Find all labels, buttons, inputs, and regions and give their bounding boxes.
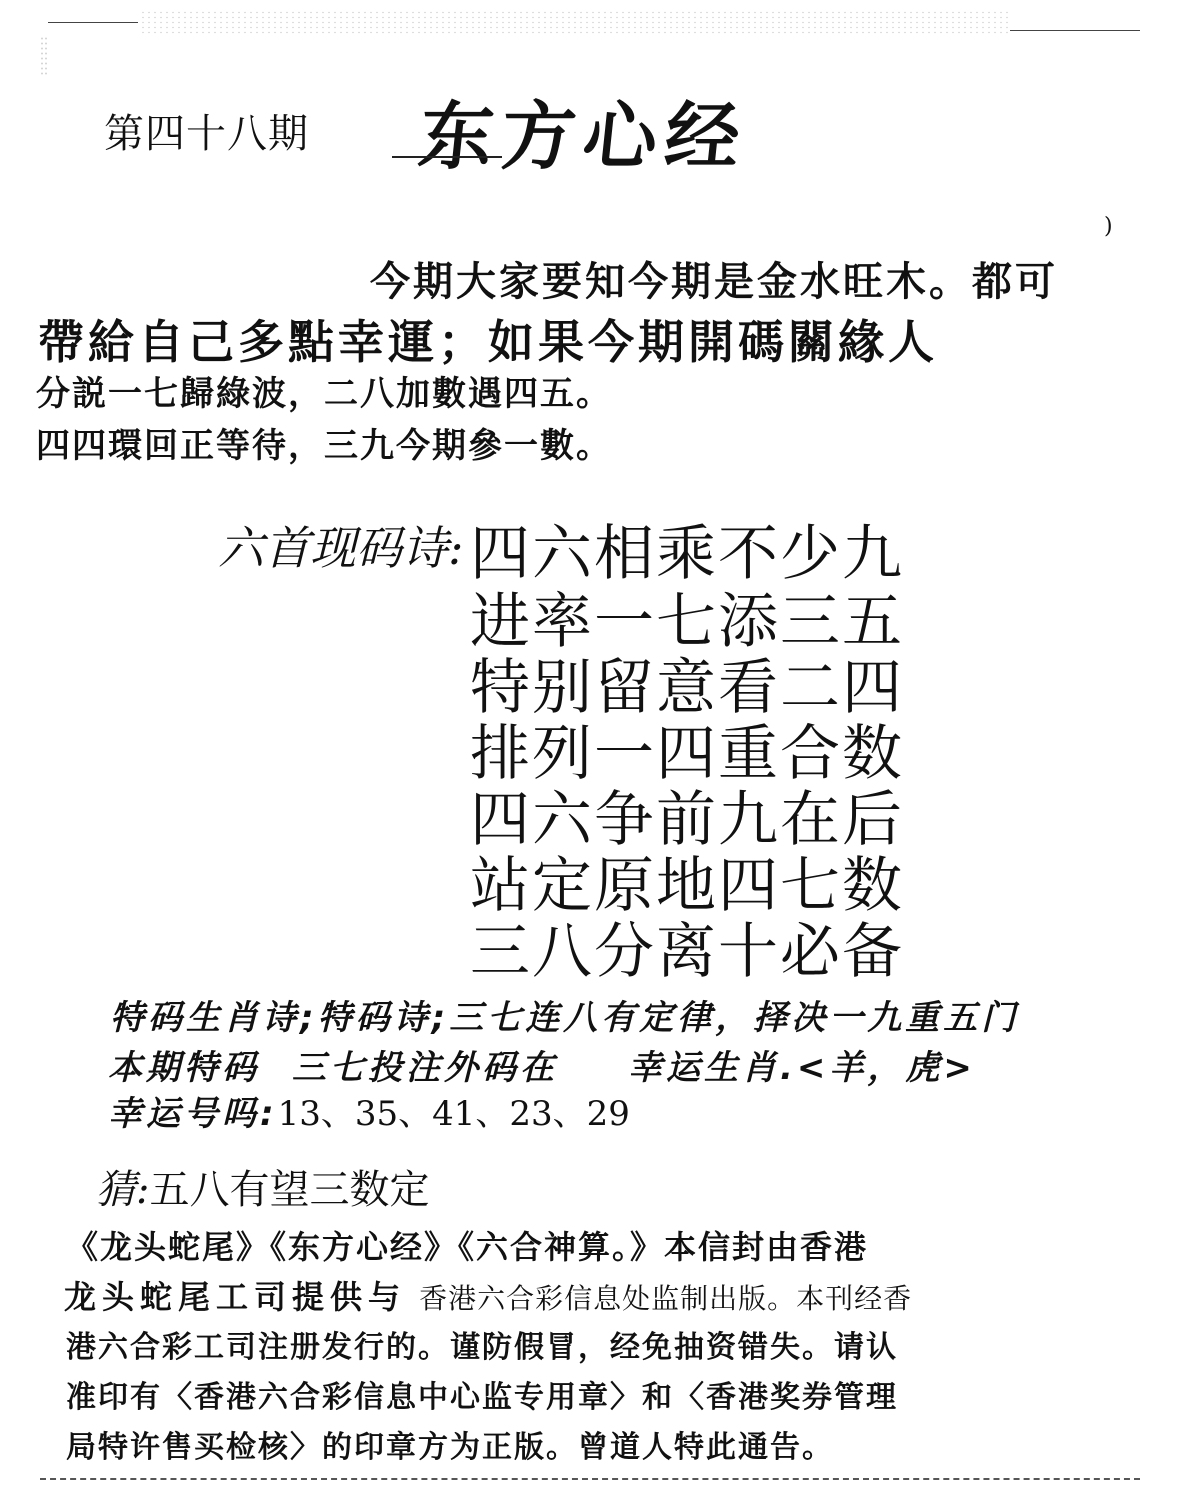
period-code-row (108, 1040, 976, 1089)
notice-line-5: 局特许售买检核〉的印章方为正版。曾道人特此通告。 (66, 1430, 834, 1465)
notice-line-1: 《龙头蛇尾》《东方心经》《六合神算。》本信封由香港 (66, 1228, 869, 1266)
bottom-dashed-rule (40, 1478, 1140, 1480)
issue-number: 第四十八期 (104, 111, 309, 157)
period-code-label: 本期特码 (108, 1048, 260, 1088)
notice-line-4: 准印有〈香港六合彩信息中心监专用章〉和〈香港奖券管理 (66, 1380, 898, 1415)
top-left-rule (48, 22, 138, 23)
lucky-zodiac-value: <羊，虎> (796, 1048, 976, 1088)
period-code-value: 三七投注外码在 (292, 1048, 558, 1088)
stray-mark: ) (1104, 214, 1113, 239)
scan-speckle-top (140, 10, 1010, 34)
poem-line-2: 进率一七添三五 (470, 587, 904, 657)
poem-line-6: 站定原地四七数 (470, 851, 904, 921)
notice-line-2 (64, 1272, 912, 1318)
poem-label: 六首现码诗: (218, 521, 464, 575)
poem-line-7: 三八分离十必备 (470, 917, 904, 987)
intro-line-2: 帶給自己多點幸運；如果今期開碼關緣人 (38, 315, 938, 369)
top-right-rule (1010, 30, 1140, 31)
notice-line-2-provider: 龙头蛇尾工司提供与 (64, 1278, 407, 1316)
page-title: 东方心经 (414, 94, 752, 180)
intro-line-4: 四四環回正等待，三九今期參一數。 (36, 426, 612, 466)
poem-line-5: 四六争前九在后 (470, 785, 904, 855)
lucky-number-value: 13、35、41、23、29 (277, 1094, 630, 1134)
scan-speckle-left (40, 36, 48, 76)
poem-line-3: 特别留意看二四 (470, 653, 904, 723)
guess-label: 猜: (96, 1167, 150, 1213)
lucky-number-row (108, 1086, 630, 1135)
lucky-number-label: 幸运号吗: (108, 1094, 278, 1134)
intro-line-1: 今期大家要知今期是金水旺木。都可 (370, 259, 1058, 305)
notice-line-3: 港六合彩工司注册发行的。谨防假冒，经免抽资错失。请认 (66, 1330, 898, 1365)
special-code-poem: 特码生肖诗;特码诗;三七连八有定律，择决一九重五门 (110, 998, 1020, 1038)
poem-line-4: 排列一四重合数 (470, 719, 904, 789)
poem-line-1: 四六相乘不少九 (470, 519, 904, 589)
lucky-zodiac-label: 幸运生肖. (628, 1048, 797, 1088)
guess-row (96, 1158, 429, 1215)
intro-line-3: 分説一七歸綠波，二八加數遇四五。 (36, 374, 612, 414)
title-underline (392, 156, 502, 158)
guess-value: 五八有望三数定 (149, 1167, 430, 1213)
notice-line-2-publisher: 香港六合彩信息处监制出版。本刊经香 (419, 1282, 913, 1315)
